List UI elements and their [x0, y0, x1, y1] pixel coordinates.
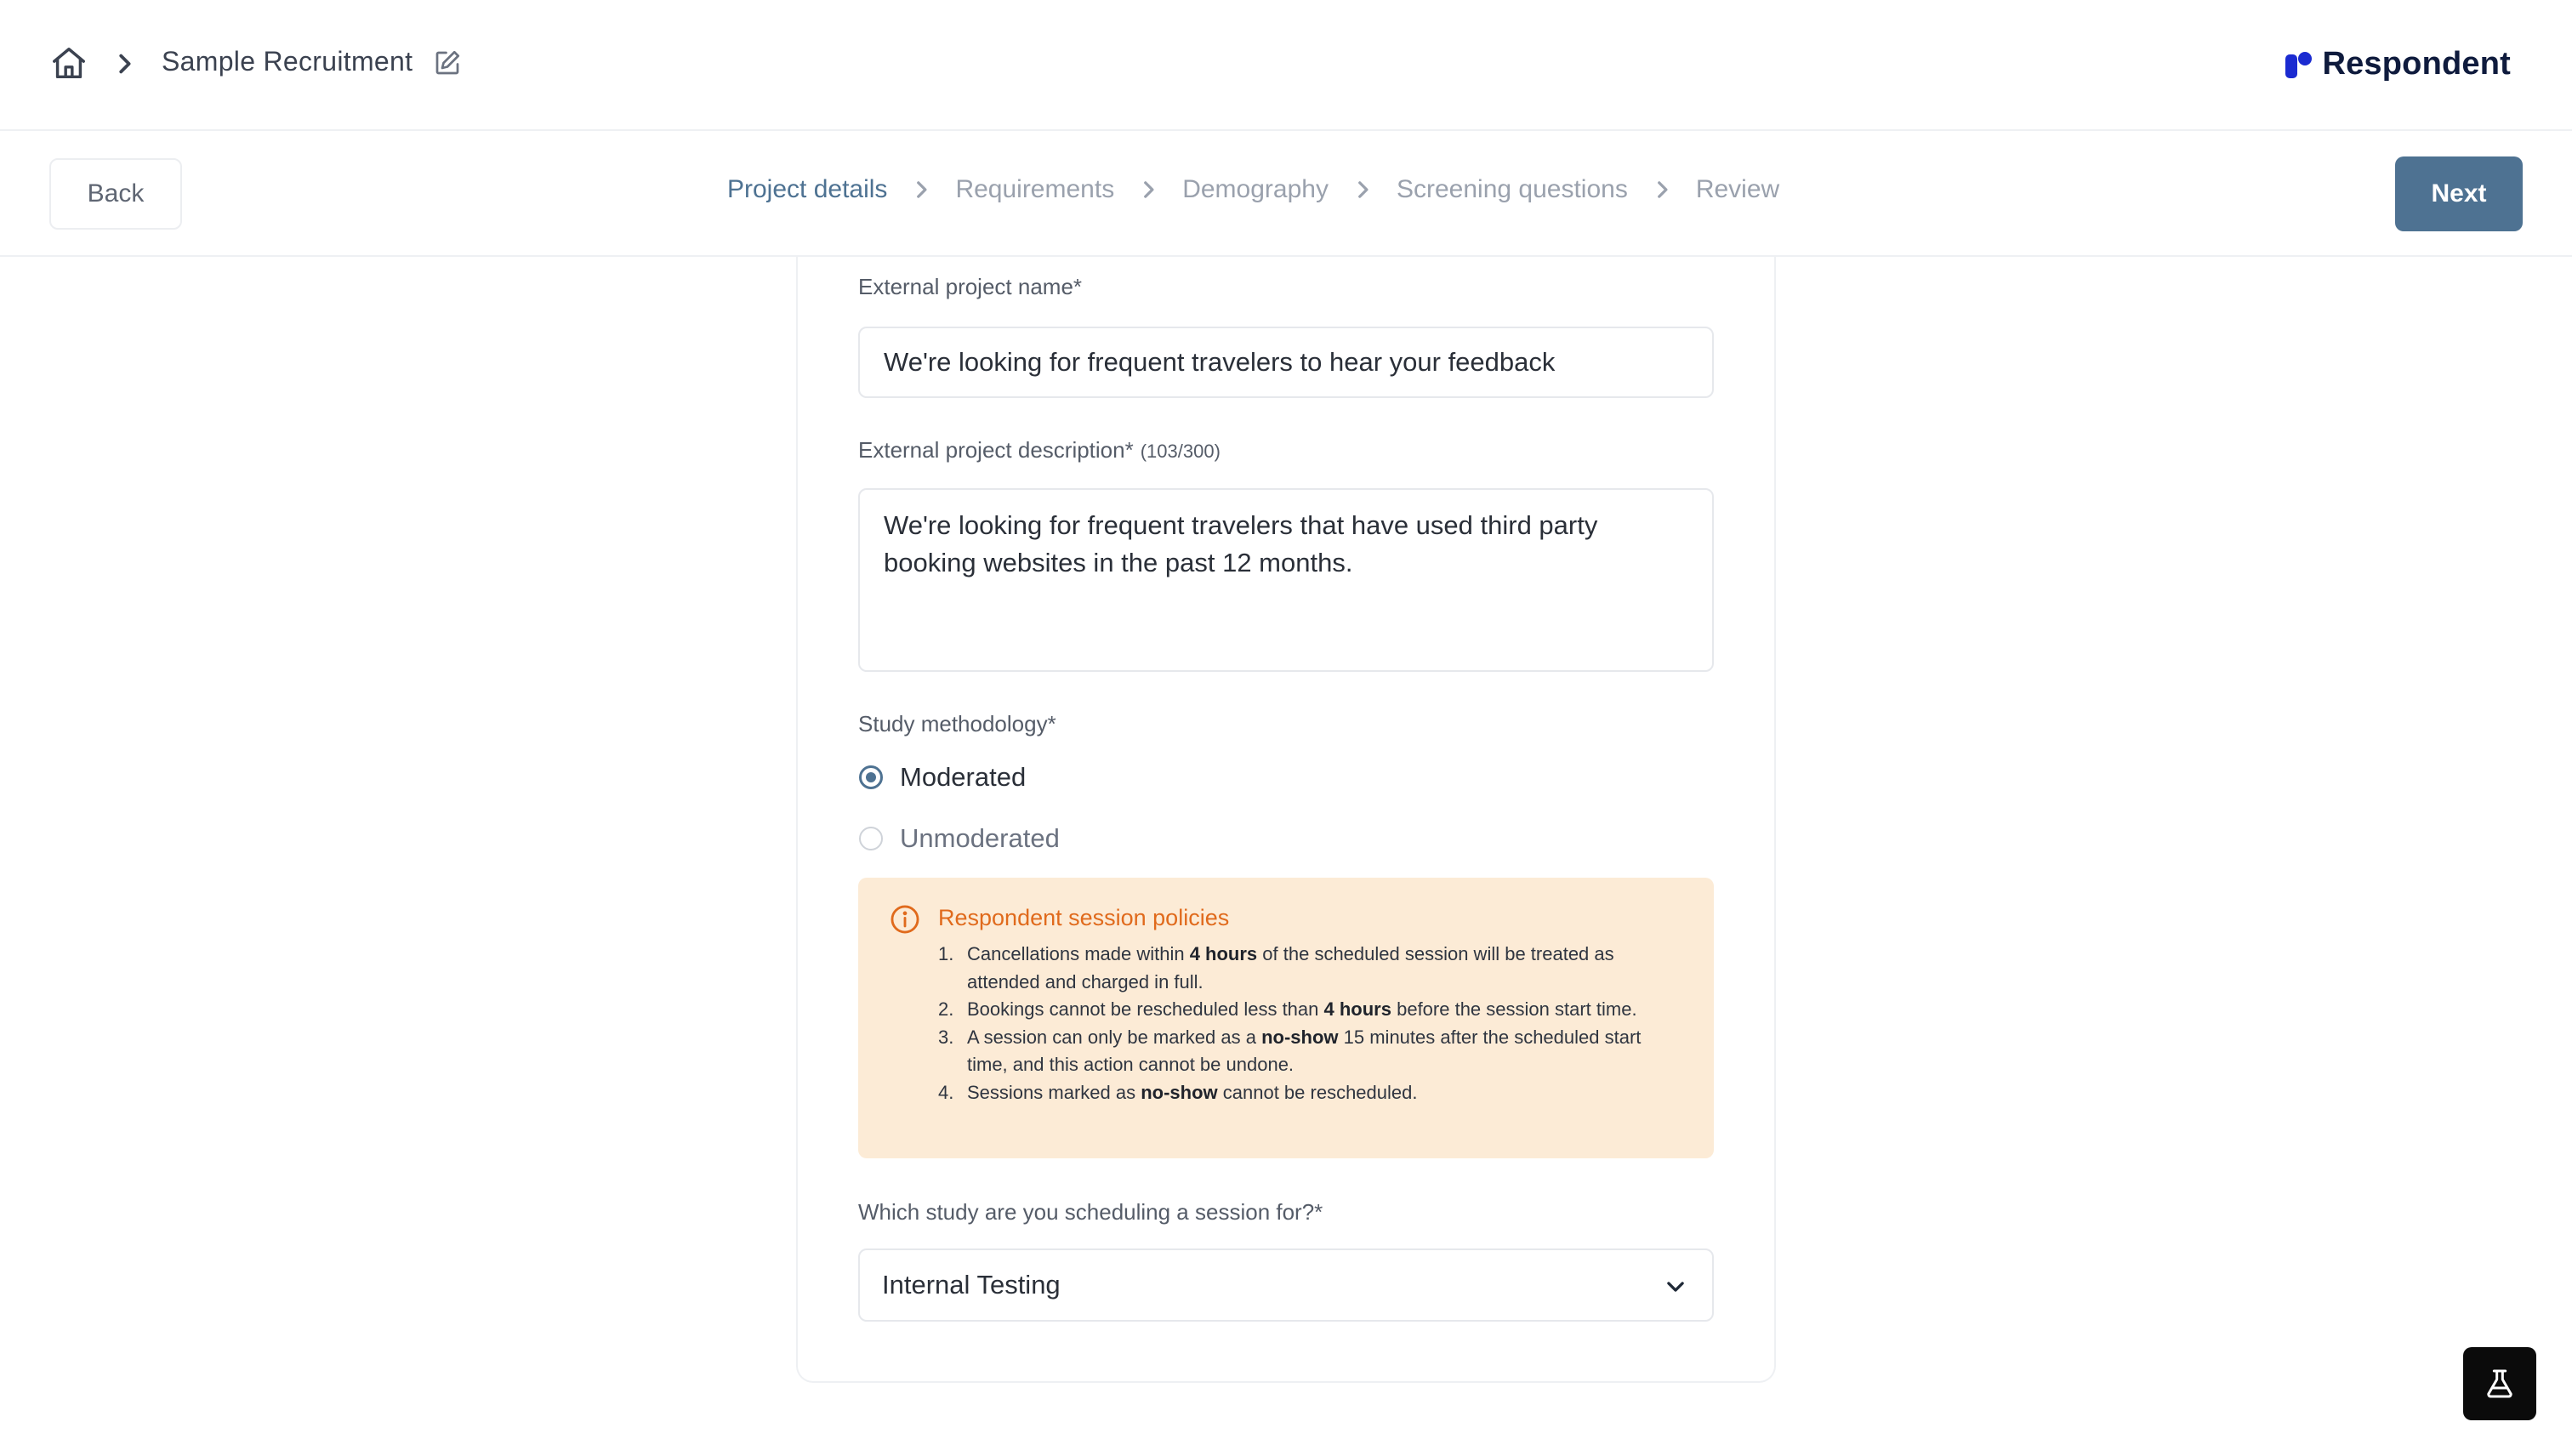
external-name-input[interactable]: We're looking for frequent travelers to hear your feedback [858, 327, 1714, 398]
external-description-label [858, 437, 1221, 464]
policy-title: Respondent session policies [938, 905, 1230, 930]
policy-item: 3. A session can only be marked as a no-show 15 minutes after the scheduled start time, and this action cannot be undone. [938, 1026, 1642, 1075]
character-counter: (103/300) [1140, 441, 1221, 462]
radio-checked-icon[interactable] [859, 765, 883, 789]
radio-unchecked-icon[interactable] [859, 827, 883, 850]
logo-text: Respondent [2322, 46, 2511, 82]
radio-moderated-label: Moderated [900, 762, 1027, 792]
lab-flask-button[interactable] [2463, 1347, 2536, 1420]
step-project-details[interactable]: Project details [727, 175, 888, 203]
radio-unmoderated[interactable] [859, 823, 1060, 854]
external-name-label: External project name* [858, 274, 1083, 299]
info-icon [889, 903, 921, 936]
study-select[interactable] [858, 1248, 1714, 1322]
wizard-stepper-bar [0, 131, 2572, 257]
study-select-value: Internal Testing [882, 1270, 1061, 1300]
step-screening-questions[interactable]: Screening questions [1396, 175, 1628, 203]
step-demography[interactable]: Demography [1182, 175, 1329, 203]
top-header [0, 0, 2572, 131]
back-button[interactable]: Back [49, 158, 182, 230]
policy-item: 1. Cancellations made within 4 hours of the scheduled session will be treated as attended and charged in full. [938, 943, 1614, 992]
chevron-right-icon [1140, 179, 1157, 201]
edit-icon[interactable] [432, 48, 463, 78]
external-description-textarea[interactable]: We're looking for frequent travelers that have used third party booking websites in the past 12 months. [858, 488, 1714, 672]
home-icon[interactable] [49, 44, 88, 83]
study-select-label: Which study are you scheduling a session for?* [858, 1199, 1323, 1225]
methodology-label: Study methodology* [858, 711, 1056, 737]
step-requirements[interactable]: Requirements [955, 175, 1115, 203]
project-title: Sample Recruitment [162, 46, 413, 77]
chevron-right-icon [1653, 179, 1670, 201]
session-policies-notice [858, 878, 1714, 1158]
wizard-steps [727, 175, 1779, 204]
chevron-right-icon [913, 179, 930, 201]
radio-moderated[interactable] [859, 762, 1026, 793]
respondent-logo[interactable] [2283, 46, 2511, 82]
policy-list [938, 941, 1687, 1106]
flask-icon [2483, 1367, 2517, 1401]
radio-unmoderated-label: Unmoderated [900, 823, 1060, 853]
policy-item: 2. Bookings cannot be rescheduled less than 4 hours before the session start time. [938, 998, 1637, 1020]
external-description-label-text: External project description* [858, 437, 1134, 463]
chevron-right-icon [1354, 179, 1371, 201]
chevron-right-icon [114, 51, 134, 77]
policy-item: 4. Sessions marked as no-show cannot be rescheduled. [938, 1081, 1418, 1103]
respondent-logo-mark [2283, 49, 2313, 80]
step-review[interactable]: Review [1695, 175, 1780, 203]
next-button[interactable]: Next [2395, 156, 2523, 231]
chevron-down-icon[interactable] [1664, 1276, 1687, 1298]
